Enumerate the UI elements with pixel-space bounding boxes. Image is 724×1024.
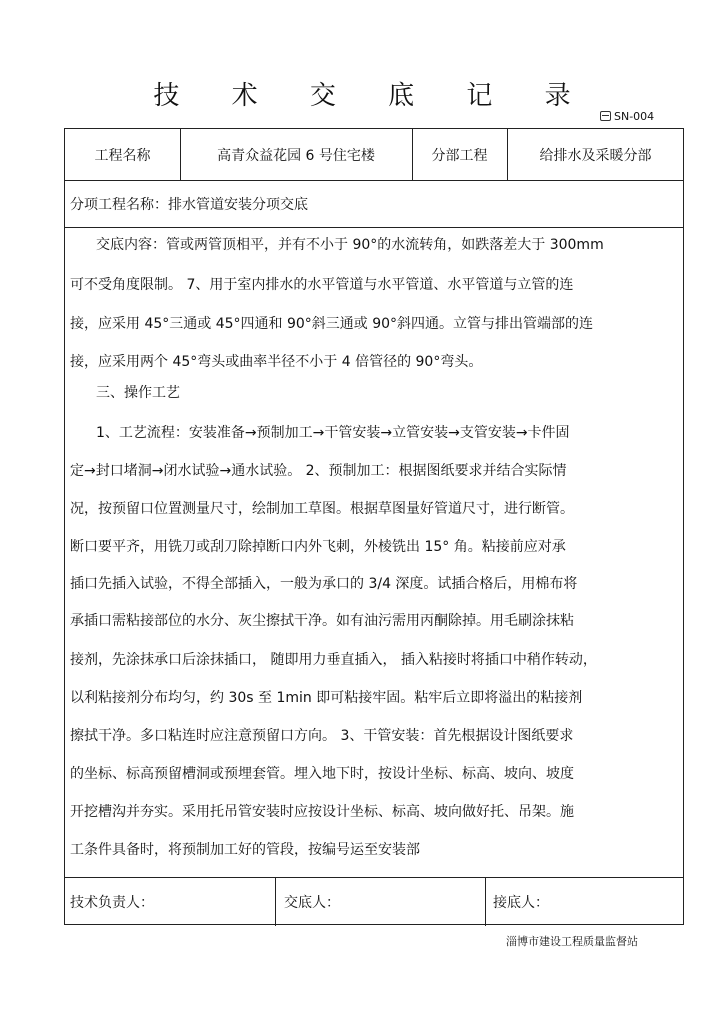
content-line: 接，应采用两个 45°弯头或曲率半径不小于 4 倍管径的 90°弯头。 (70, 354, 483, 370)
project-name-label: 工程名称 (94, 147, 151, 164)
content-line: 以利粘接剂分布均匀，约 30s 至 1min 即可粘接牢固。粘牢后立即将溢出的粘接剂 (70, 690, 583, 706)
content-line: 开挖槽沟并夯实。采用托吊管安装时应按设计坐标、标高、坡向做好托、吊架。施 (70, 804, 574, 820)
content-line: 1、工艺流程：安装准备→预制加工→干管安装→立管安装→支管安装→卡件固 (96, 425, 570, 441)
section-value: 给排水及采暖分部 (539, 147, 652, 164)
subitem-row (65, 180, 683, 228)
content-line: 交底内容：管或两管顶相平，并有不小于 90°的水流转角，如跌落差大于 300mm (96, 237, 604, 253)
section-label: 分部工程 (431, 147, 488, 164)
document-number (600, 110, 654, 123)
content-line: 承插口需粘接部位的水分、灰尘擦拭干净。如有油污需用丙酮除掉。用毛刷涂抹粘 (70, 613, 574, 629)
record-table (64, 128, 684, 925)
content-line: 定→封口堵洞→闭水试验→通水试验。 2、预制加工：根据图纸要求并结合实际情 (70, 463, 567, 479)
content-line: 插口先插入试验，不得全部插入，一般为承口的 3/4 深度。试插合格后，用棉布将 (70, 576, 578, 592)
content-line: 况，按预留口位置测量尺寸，绘制加工草图。根据草图量好管道尺寸，进行断管。 (70, 501, 574, 517)
issuing-agency: 淄博市建设工程质量监督站 (506, 935, 638, 948)
content-line: 擦拭干净。多口粘连时应注意预留口方向。 3、干管安装：首先根据设计图纸要求 (70, 728, 574, 744)
document-code-icon (600, 111, 611, 121)
section-heading: 三、操作工艺 (96, 385, 180, 401)
document-title: 技 术 交 底 记 录 (153, 81, 593, 111)
receiver-label: 接底人： (493, 895, 549, 911)
signature-row (65, 877, 683, 926)
header-row (65, 129, 683, 181)
document-code: SN-004 (614, 110, 655, 123)
divider (275, 878, 276, 926)
content-line: 接剂，先涂抹承口后涂抹插口， 随即用力垂直插入， 插入粘接时将插口中稍作转动， (70, 652, 597, 668)
subitem-name: 分项工程名称：排水管道安装分项交底 (70, 196, 308, 213)
content-line: 工条件具备时，将预制加工好的管段，按编号运至安装部 (70, 842, 420, 858)
content-line: 可不受角度限制。 7、用于室内排水的水平管道与水平管道、水平管道与立管的连 (70, 277, 574, 293)
divider (485, 878, 486, 926)
project-name-value: 高青众益花园 6 号住宅楼 (217, 147, 375, 164)
content-line: 的坐标、标高预留槽洞或预埋套管。埋入地下时，按设计坐标、标高、坡向、坡度 (70, 766, 574, 782)
discloser-label: 交底人： (284, 895, 340, 911)
tech-lead-label: 技术负责人： (70, 895, 154, 911)
content-line: 断口要平齐，用铣刀或刮刀除掉断口内外飞刺，外棱铣出 15° 角。粘接前应对承 (70, 539, 566, 555)
content-line: 接，应采用 45°三通或 45°四通和 90°斜三通或 90°斜四通。立管与排出管端部的连 (70, 316, 594, 332)
